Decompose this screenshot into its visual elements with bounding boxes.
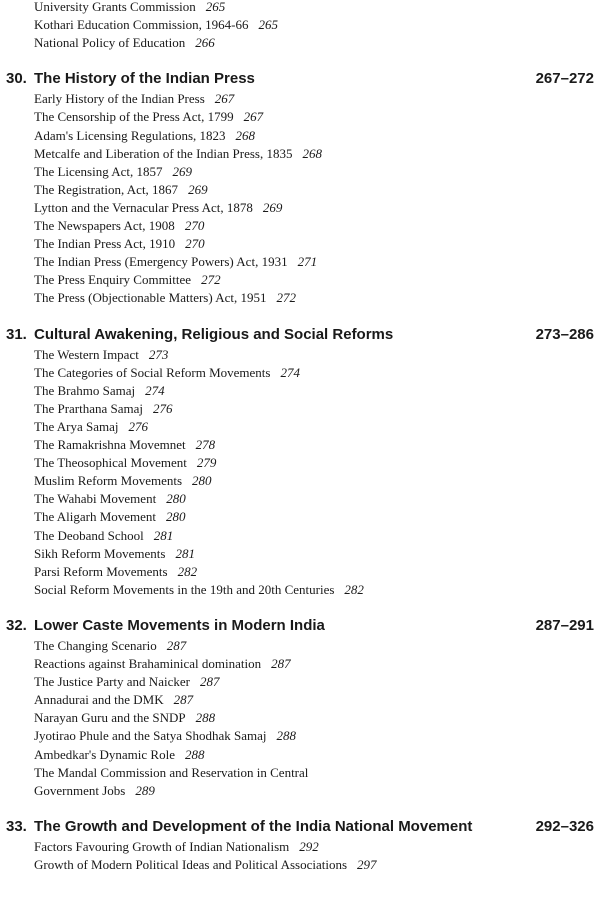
entry-page-number: 273 [148,346,169,362]
toc-entry [34,90,234,108]
entry-title: The Indian Press (Emergency Powers) Act, 1931 [34,254,288,270]
entry-page-number: 279 [196,455,217,471]
entry-page-number: 272 [276,290,296,306]
entry-title: The Deoband School [34,527,144,543]
entry-page-number: 266 [195,35,215,51]
toc-entry [34,563,197,581]
entry-title: Early History of the Indian Press [34,91,205,107]
entry-title: The Theosophical Movement [34,455,187,471]
entry-title: The Arya Samaj [34,418,119,434]
entry-page-number: 269 [262,199,283,215]
toc-entry [34,400,173,418]
toc-entry [34,145,322,163]
entry-title: The Changing Scenario [34,637,157,653]
entry-page-number: 280 [166,491,186,507]
entry-page-number: 288 [276,728,297,744]
toc-entry [34,782,155,800]
entry-page-number: 276 [153,400,173,416]
entry-page-number: 268 [235,127,256,143]
toc-entry [34,655,291,673]
toc-entry [34,673,219,691]
entry-page-number: 278 [195,437,216,452]
entry-page-number: 297 [357,856,377,872]
entry-title: Adam's Licensing Regulations, 1823 [34,127,226,143]
entry-page-number: 269 [172,163,193,179]
entry-page-number: 268 [302,145,322,161]
entry-page-number: 274 [280,364,300,380]
entry-title: The Licensing Act, 1857 [34,163,163,179]
toc-entry [34,271,221,289]
toc-entry [34,545,195,563]
entry-page-number: 287 [199,674,220,690]
entry-title: Social Reform Movements in the 19th and 20th Centuries [34,581,335,597]
entry-title: Narayan Guru and the SNDP [34,710,186,726]
entry-page-number: 276 [128,418,148,434]
entry-title: The Press Enquiry Committee [34,272,192,288]
entry-page-number: 287 [166,637,187,653]
entry-page-number: 282 [177,563,198,579]
entry-page-number: 272 [201,272,221,288]
toc-entry [34,472,212,490]
entry-page-number: 270 [185,236,205,252]
entry-title: Lytton and the Vernacular Press Act, 1878 [34,199,253,215]
entry-page-number: 287 [173,692,194,708]
entry-page-number: 292 [299,838,319,854]
toc-entry [34,508,186,526]
entry-page-number: 287 [271,656,291,671]
entry-page-number: 269 [188,181,208,197]
entry-page-number: 280 [192,473,212,489]
entry-title: Government Jobs [34,782,126,798]
toc-entry [34,764,318,782]
toc-entry [34,16,278,34]
toc-entry [34,253,317,271]
entry-page-number: 282 [344,581,364,597]
entry-title: The Registration, Act, 1867 [34,181,179,197]
entry-title: The Censorship of the Press Act, 1799 [34,109,234,125]
toc-entry [34,181,208,199]
entry-title: Reactions against Brahaminical domination [34,656,262,671]
toc-entry [34,199,282,217]
chapter-page-range: 273–286 [535,325,594,343]
toc-entry [34,856,377,874]
entry-title: Ambedkar's Dynamic Role [34,746,175,762]
toc-entry [34,436,215,454]
entry-title: The Wahabi Movement [34,491,157,507]
toc-entry [34,637,186,655]
entry-title: Jyotirao Phule and the Satya Shodhak Samaj [34,728,267,744]
chapter-page-range: 267–272 [535,70,594,88]
toc-entry [34,217,204,235]
entry-page-number: 281 [153,527,174,543]
entry-title: The Prarthana Samaj [34,400,144,416]
entry-page-number: 274 [145,382,165,398]
entry-title: Kothari Education Commission, 1964-66 [34,17,249,33]
chapter-heading [6,324,596,346]
chapter-number: 31. [6,325,27,343]
entry-page-number: 281 [175,545,195,561]
toc-entry [34,727,296,745]
chapter-title: Cultural Awakening, Religious and Social Reforms [34,325,394,343]
chapter-title: The History of the Indian Press [34,70,255,88]
toc-entry [34,346,168,364]
chapter-page-range: 287–291 [535,616,594,634]
entry-page-number: 288 [195,710,216,726]
toc-entry [34,289,296,307]
entry-title: The Newspapers Act, 1908 [34,218,175,233]
chapter-title: The Growth and Development of the India National Movement [34,817,473,835]
chapter-heading [6,68,596,90]
entry-title: The Aligarh Movement [34,509,157,525]
toc-entry [34,127,255,145]
entry-title: The Indian Press Act, 1910 [34,236,176,252]
chapter-heading [6,615,596,637]
toc-entry [34,108,263,126]
toc-entry [34,163,192,181]
toc-entry [34,490,186,508]
entry-title: The Brahmo Samaj [34,382,136,398]
chapter-number: 30. [6,70,27,88]
toc-entry [34,709,215,727]
entry-title: Factors Favouring Growth of Indian Nationalism [34,838,290,854]
entry-title: Parsi Reform Movements [34,563,168,579]
entry-title: Metcalfe and Liberation of the Indian Press, 1835 [34,145,293,161]
entry-page-number: 280 [166,509,186,525]
entry-page-number: 288 [184,746,205,762]
entry-page-number: 267 [243,109,264,125]
entry-title: University Grants Commission [34,0,196,14]
entry-page-number: 270 [184,218,205,233]
chapter-title: Lower Caste Movements in Modern India [34,616,325,634]
entry-title: Growth of Modern Political Ideas and Political Associations [34,856,348,872]
entry-title: Annadurai and the DMK [34,692,164,708]
toc-entry [34,454,216,472]
chapter-number: 32. [6,616,27,634]
chapter-page-range: 292–326 [535,817,594,835]
entry-title: Sikh Reform Movements [34,545,166,561]
entry-page-number: 271 [297,254,318,270]
entry-title: The Categories of Social Reform Movements [34,364,271,380]
toc-entry [34,838,319,856]
entry-title: Muslim Reform Movements [34,473,183,489]
entry-title: National Policy of Education [34,35,186,51]
toc-entry [34,34,215,52]
toc-entry [34,382,165,400]
toc-entry [34,418,148,436]
entry-title: The Press (Objectionable Matters) Act, 1951 [34,290,267,306]
toc-entry [34,746,204,764]
toc-entry [34,527,173,545]
entry-title: The Ramakrishna Movemnet [34,437,186,452]
chapter-number: 33. [6,817,27,835]
entry-page-number: 267 [214,91,235,107]
entry-page-number: 265 [258,17,278,33]
entry-title: The Western Impact [34,346,139,362]
toc-entry [34,0,225,16]
toc-entry [34,235,205,253]
toc-entry [34,691,193,709]
entry-page-number: 289 [135,782,155,798]
toc-entry [34,581,364,599]
chapter-heading [6,816,596,838]
toc-entry [34,364,300,382]
entry-title: The Justice Party and Naicker [34,674,190,690]
entry-page-number: 265 [205,0,226,14]
entry-title: The Mandal Commission and Reservation in Central [34,764,309,780]
